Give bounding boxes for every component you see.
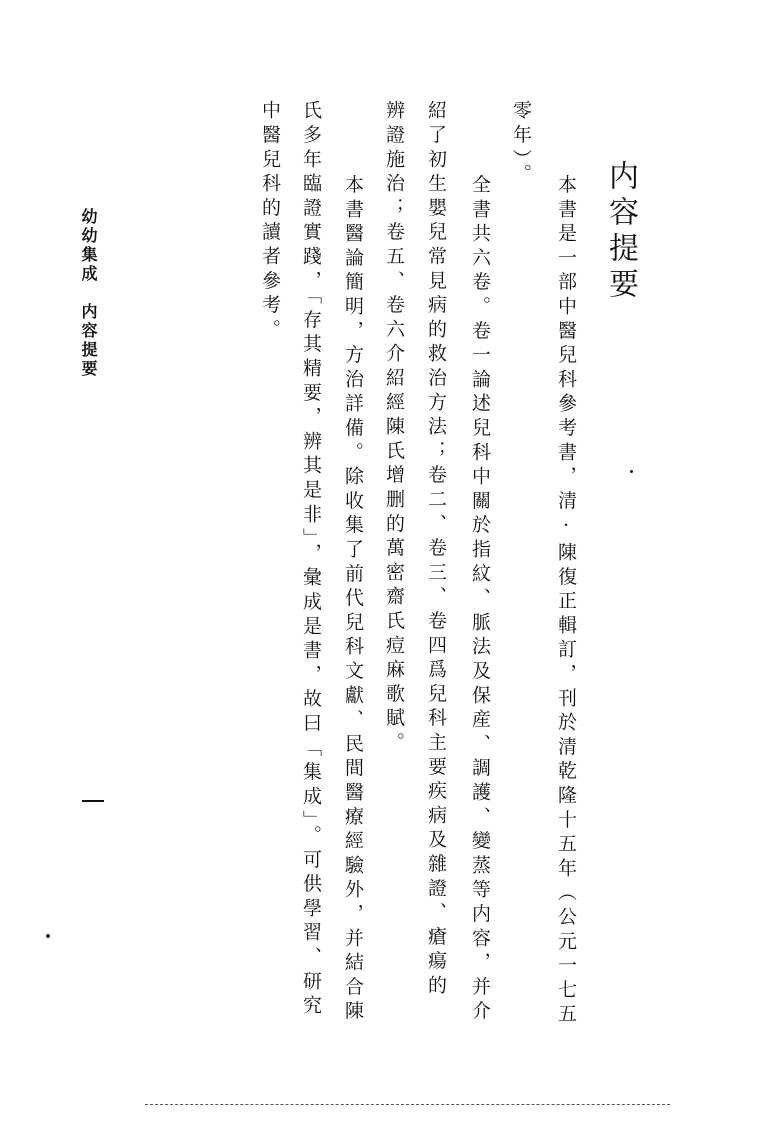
running-head: 幼幼集成 内容提要 — [79, 208, 98, 379]
bottom-scan-edge — [145, 1104, 670, 1105]
body-column-8: 中醫兒科的讀者參考。 — [259, 100, 281, 343]
body-column-6: 本書醫論簡明，方治詳備。除收集了前代兒科文獻、民間醫療經驗外，并結合陳 — [342, 150, 364, 1025]
scan-speck — [630, 470, 633, 473]
page-number — [82, 800, 104, 803]
body-column-2: 零年）。 — [510, 100, 532, 188]
body-column-7: 氏多年臨證實踐，「存其精要，辨其是非」，彙成是書，故曰「集成」。可供學習、研究 — [300, 100, 322, 1020]
body-column-4: 紹了初生嬰兒常見病的救治方法；卷二、卷三、卷四爲兒科主要疾病及雜證、瘡瘍的 — [425, 100, 447, 1000]
page-title: 内容提要 — [603, 160, 638, 304]
body-column-5: 辨證施治；卷五、卷六介紹經陳氏增删的萬密齋氏痘麻歌賦。 — [383, 100, 405, 757]
scan-speck — [46, 934, 50, 938]
body-column-1: 本書是一部中醫兒科參考書，清·陳復正輯訂，刊於清乾隆十五年（公元一七五 — [555, 150, 577, 1028]
body-column-3: 全書共六卷。卷一論述兒科中關於指紋、脈法及保産、調護、變蒸等内容，并介 — [469, 150, 491, 1025]
